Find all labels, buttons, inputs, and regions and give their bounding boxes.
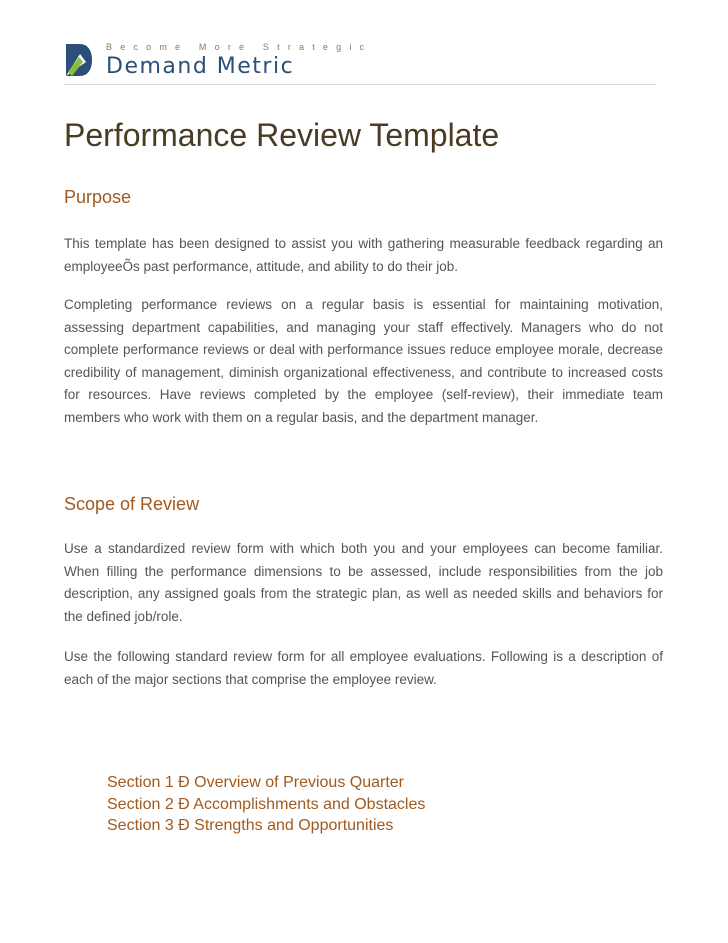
section-item-1: Section 1 Ð Overview of Previous Quarter: [107, 774, 405, 791]
brand-name: Demand Metric: [106, 54, 295, 79]
scope-paragraph-2: Use the following standard review form for all employee evaluations. Following is a description of each of the major sections that comprise the employee review.: [64, 649, 663, 687]
document-header: [64, 38, 664, 88]
purpose-paragraph-1: This template has been designed to assist you with gathering measurable feedback regarding an employeeÕs past performance, attitude, and ability to do their job.: [64, 236, 663, 274]
purpose-paragraph-2: Completing performance reviews on a regular basis is essential for maintaining motivation, assessing department capabilities, and managing your staff effectively. Managers who do not complete performance reviews or deal with performance issues reduce employee morale, decrease credibility of management, diminish organizational effectiveness, and contribute to increased costs for resources. Have reviews completed by the employee (self-review), their immediate team members who work with them on a regular basis, and the department manager.: [64, 297, 663, 425]
demand-metric-logo-icon: [64, 42, 94, 78]
header-divider: [64, 84, 656, 85]
brand-tagline: Become More Strategic: [106, 42, 373, 52]
section-item-3: Section 3 Ð Strengths and Opportunities: [107, 817, 394, 834]
purpose-heading: Purpose: [64, 187, 132, 207]
section-item-2: Section 2 Ð Accomplishments and Obstacles: [107, 795, 426, 813]
page-title: Performance Review Template: [64, 117, 500, 153]
scope-heading: Scope of Review: [64, 494, 200, 514]
sections-list: [107, 772, 425, 837]
scope-paragraph-1: Use a standardized review form with which both you and your employees can become familiar. When filling the performance dimensions to be assessed, include responsibilities from the job description, any assigned goals from the strategic plan, as well as needed skills and behaviors for the defined job/role.: [64, 541, 663, 624]
